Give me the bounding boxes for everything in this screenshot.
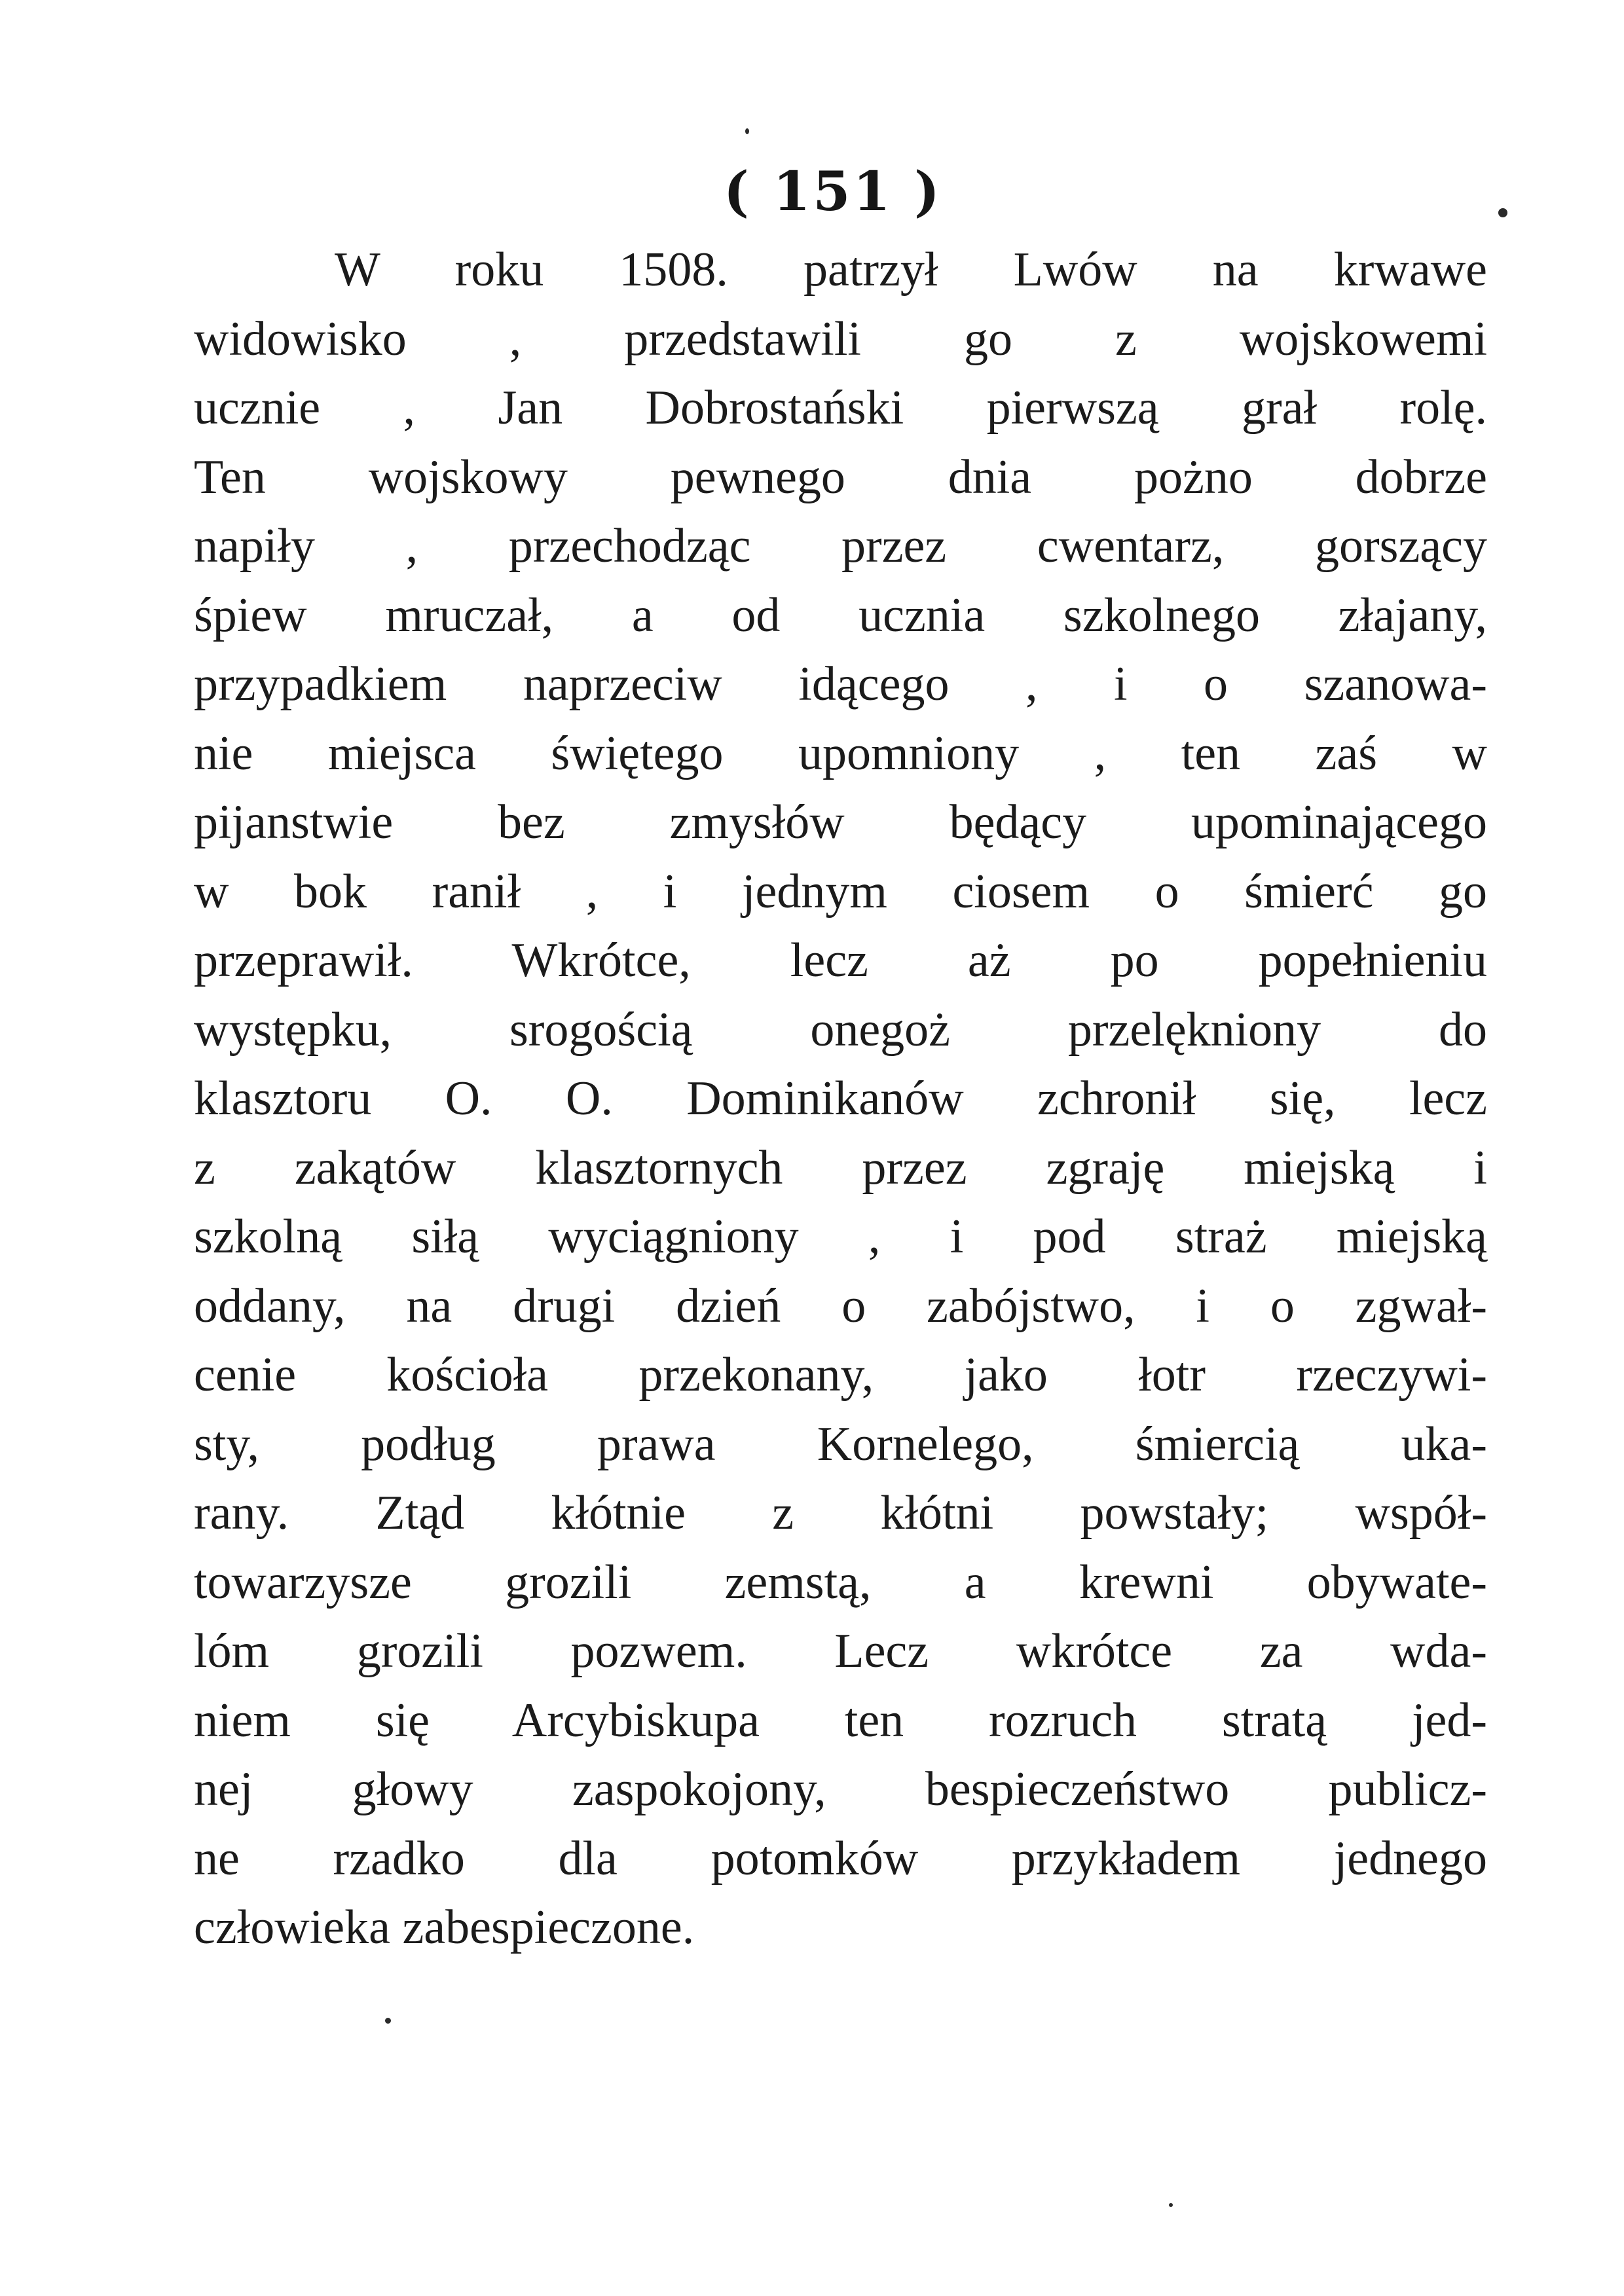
text-line: towarzysze grozili zemstą, a krewni obywate- bbox=[194, 1555, 1487, 1609]
text-line: ne rzadko dla potomków przykładem jednego bbox=[194, 1831, 1487, 1886]
text-line: rany. Ztąd kłótnie z kłótni powstały; współ- bbox=[194, 1486, 1487, 1540]
text-line: Ten wojskowy pewnego dnia pożno dobrze bbox=[194, 450, 1487, 504]
text-line: widowisko , przedstawili go z wojskowemi bbox=[194, 312, 1487, 366]
scan-speck bbox=[1498, 208, 1507, 217]
text-line: człowieka zabespieczone. bbox=[194, 1901, 695, 1954]
text-line: napiły , przechodząc przez cwentarz, gorszący bbox=[194, 519, 1487, 573]
text-line: oddany, na drugi dzień o zabójstwo, i o zgwał- bbox=[194, 1279, 1487, 1333]
text-line: sty, podług prawa Kornelego, śmiercią uka- bbox=[194, 1417, 1487, 1471]
text-line: nie miejsca świętego upomniony , ten zaś w bbox=[194, 726, 1487, 780]
text-line: pijanstwie bez zmysłów będący upominającego bbox=[194, 795, 1487, 849]
text-line: w bok ranił , i jednym ciosem o śmierć go bbox=[194, 864, 1487, 919]
scan-speck bbox=[385, 2018, 391, 2024]
text-line: z zakątów klasztornych przez zgraję miejską i bbox=[194, 1140, 1487, 1195]
text-line: przeprawił. Wkrótce, lecz aż po popełnieniu bbox=[194, 934, 1487, 987]
scan-speck bbox=[1169, 2203, 1173, 2207]
text-line: śpiew mruczał, a od ucznia szkolnego złajany, bbox=[194, 588, 1487, 642]
text-line: cenie kościoła przekonany, jako łotr rzeczywi- bbox=[194, 1348, 1487, 1402]
text-line: W roku 1508. patrzył Lwów na krwawe bbox=[335, 243, 1487, 297]
body-paragraph bbox=[194, 236, 1487, 1963]
text-line: nej głowy zaspokojony, bespieczeństwo publicz- bbox=[194, 1762, 1487, 1816]
text-line: przypadkiem naprzeciw idącego , i o szanowa- bbox=[194, 657, 1487, 711]
text-line: niem się Arcybiskupa ten rozruch stratą jed- bbox=[194, 1693, 1487, 1747]
text-line: lóm grozili pozwem. Lecz wkrótce za wda- bbox=[194, 1624, 1487, 1678]
scan-speck bbox=[745, 128, 749, 134]
text-line: ucznie , Jan Dobrostański pierwszą grał rolę. bbox=[194, 381, 1487, 435]
page-number: ( 151 ) bbox=[724, 160, 942, 223]
text-line: klasztoru O. O. Dominikanów zchronił się, lecz bbox=[194, 1072, 1487, 1125]
text-line: występku, srogością onegoż przelękniony do bbox=[194, 1002, 1487, 1057]
text-line: szkolną siłą wyciągniony , i pod straż miejską bbox=[194, 1210, 1487, 1264]
